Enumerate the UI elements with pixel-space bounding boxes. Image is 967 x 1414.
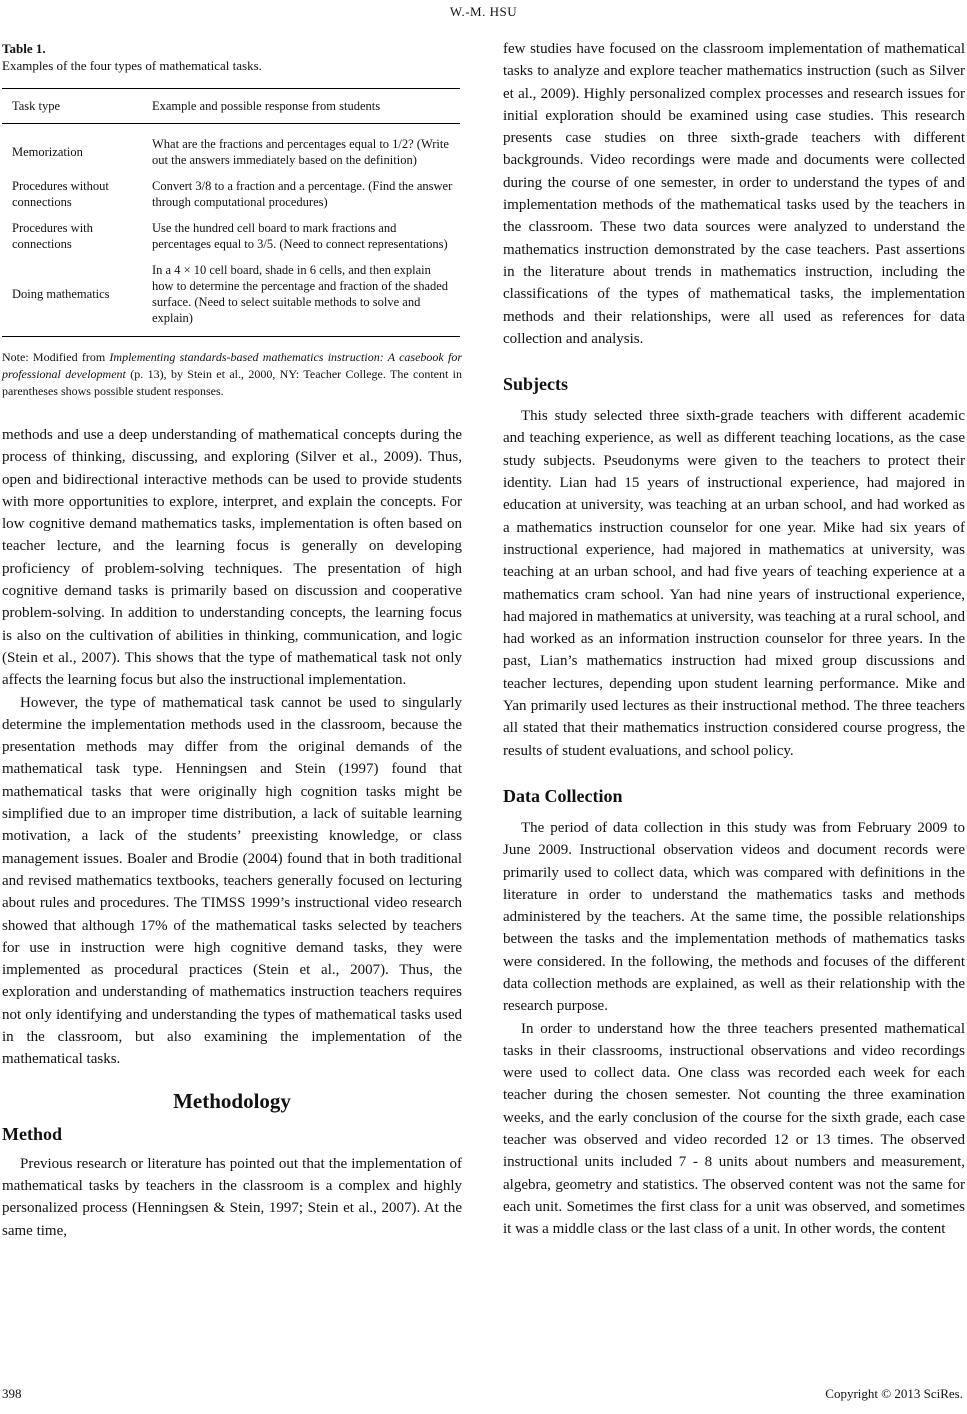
header-example: Example and possible response from students [152,99,381,113]
table-label: Table 1. [2,41,46,56]
header-task-type: Task type [12,99,61,113]
task-example-cell: In a 4 × 10 cell board, shade in 6 cells, and then explain how to determine the percentage and fraction of the shaded surface. (Need to select suitable methods to solve and explain) [152,263,449,325]
note-source-title: Implementing standards-based mathematics instruction: A casebook for professional development [2,350,462,381]
table-note [2,349,462,400]
body-paragraph: This study selected three sixth-grade teachers with different academic and teaching experience, as well as different teaching locations, as the case study subjects. Pseudonyms were given to the teachers to protect their identity. Lian had 15 years of instructional experience, had majored in education at university, was teaching at an urban school, and had worked as a mathematics instruction counselor for one year. Mike had six years of instructional experience, had majored in mathematics at university, was teaching at an urban school, and had five years of teaching experience at a mathematics cram school. Yan had nine years of instructional experience, had majored in mathematics at university, was teaching at a rural school, and had worked as an information instruction counselor for three years. In the past, Lian’s mathematics instruction had mixed group discussions and teacher lectures, depending upon student learning performance. Mike and Yan primarily used lectures as their instructional method. The three teachers all stated that their mathematics instruction considered course progress, the results of student evaluations, and school policy. [503,408,965,759]
body-paragraph: few studies have focused on the classroom implementation of mathematical tasks to analyze and explore teacher mathematics instruction (such as Silver et al., 2009). Highly personalized complex processes and research issues for initial exploration should be examined using case studies. This research presents case studies on three sixth-grade teachers with different backgrounds. Video recordings were made and documents were collected during the course of one semester, in order to understand the types of and implementation methods of the mathematical tasks used by the teachers in the classroom. These two data sources were analyzed to understand the mathematics instruction demonstrated by the case teachers. Past assertions in the literature about trends in mathematics instruction, including the classifications of the types of mathematical tasks, the implementation methods and their relationships, were all used as references for data collection and analysis. [503,41,965,347]
copyright-notice: Copyright © 2013 SciRes. [825,1386,963,1401]
table-title: Examples of the four types of mathematical tasks. [2,58,262,73]
note-suffix: (p. 13), by Stein et al., 2000, NY: Teacher College. The content in parentheses shows possible student responses. [2,367,462,398]
body-paragraph: The period of data collection in this study was from February 2009 to June 2009. Instructional observation videos and document records were primarily used to collect data, which was compared with definitions in the literature in order to understand the mathematics tasks and methods administered by the teachers. At the same time, the possible relationships between the tasks and the implementation methods of mathematics tasks were considered. In the following, the methods and focuses of the different data collection methods are explained, as well as their relationship with the research purpose. [503,819,965,1015]
subsection-heading-data-collection: Data Collection [503,785,623,806]
table-row [2,257,460,337]
page-number: 398 [2,1386,22,1401]
body-paragraph: However, the type of mathematical task cannot be used to singularly determine the implementation methods used in the classroom, because the presentation methods may differ from the original demands of the mathematical task type. Henningsen and Stein (1997) found that mathematical tasks that were originally high cognition tasks might be simplified due to an improper time distribution, a lack of suitable learning motivation, a lack of the students’ preexisting knowledge, or class management issues. Boaler and Brodie (2004) found that in both traditional and revised mathematics textbooks, teachers generally focused on lecturing about rules and procedures. The TIMSS 1999’s instructional video research showed that although 17% of the mathematical tasks selected by teachers for use in instruction were high cognitive demand tasks, they were implemented as procedural practices (Stein et al., 2007). Thus, the exploration and understanding of mathematics instruction teachers requires not only identifying and understanding the types of mathematical tasks used in the classroom, but also examining the implementation of the mathematical tasks. [2,694,462,1068]
note-prefix: Note: Modified from [2,350,110,364]
task-type-cell: Doing mathematics [12,287,110,301]
right-column [503,40,965,1241]
task-type-cell: Memorization [12,145,83,159]
running-head: W.-M. HSU [449,4,518,19]
table-caption [2,40,462,74]
table-row [2,173,460,215]
table-header-row [2,89,460,124]
subsection-heading-method: Method [2,1123,62,1144]
task-example-cell: What are the fractions and percentages equal to 1/2? (Write out the answers immediately based on the definition) [152,137,449,167]
task-type-cell: Procedures without connections [12,179,109,209]
body-paragraph: In order to understand how the three teachers presented mathematical tasks in their classrooms, instructional observations and video recordings were used to collect data. One class was recorded each week for each teacher during the chosen semester. Not counting the three examination weeks, and the early conclusion of the course for the sixth grade, each case teacher was observed and video recorded 12 or 13 times. The observed instructional units included 7 - 8 units about numbers and measurement, algebra, geometry and statistics. The observed content was not the same for each unit. Sometimes the first class for a unit was observed, and sometimes it was a middle class or the last class of a unit. In other words, the content [503,1020,965,1238]
task-example-cell: Use the hundred cell board to mark fractions and percentages equal to 3/5. (Need to connect representations) [152,221,448,251]
body-paragraph: Previous research or literature has pointed out that the implementation of mathematical tasks by teachers in the classroom is a complex and highly personalized process (Henningsen & Stein, 1997; Stein et al., 2007). At the same time, [2,1155,462,1239]
left-column [2,40,462,1242]
table-row [2,124,460,174]
task-types-table [2,88,460,337]
body-paragraph: methods and use a deep understanding of mathematical concepts during the process of thinking, discussing, and exploring (Silver et al., 2009). Thus, open and bidirectional interactive methods can be used to provide students with more opportunities to explore, interpret, and explain the concepts. For low cognitive demand mathematics tasks, implementation is often based on teacher lecture, and the learning focus is generally on developing proficiency of problem-solving techniques. The presentation of high cognitive demand tasks is primarily based on discussion and cooperative problem-solving. In addition to understanding concepts, the learning focus is also on the cultivation of abilities in thinking, communication, and logic (Stein et al., 2007). This shows that the type of mathematical task not only affects the learning focus but also the instructional implementation. [2,427,462,689]
task-example-cell: Convert 3/8 to a fraction and a percentage. (Find the answer through computational procedures) [152,179,453,209]
table-row [2,215,460,257]
subsection-heading-subjects: Subjects [503,374,569,395]
task-type-cell: Procedures with connections [12,221,93,251]
section-heading-methodology: Methodology [173,1088,291,1113]
